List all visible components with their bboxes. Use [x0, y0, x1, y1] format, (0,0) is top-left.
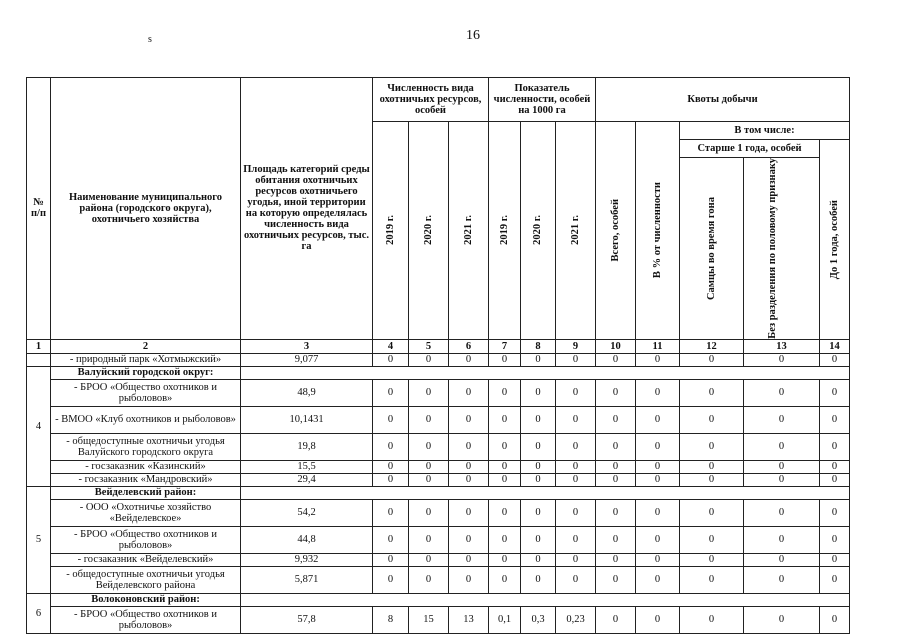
- value-cell: 0: [636, 499, 680, 526]
- value-cell: 0: [556, 473, 596, 486]
- value-cell: 0: [636, 566, 680, 593]
- area-cell: 15,5: [241, 460, 373, 473]
- value-cell: 0: [373, 566, 409, 593]
- value-cell: 8: [373, 606, 409, 633]
- row-name: - БРОО «Общество охотников и рыболовов»: [51, 526, 241, 553]
- district-row: [27, 593, 850, 606]
- value-cell: 0: [489, 473, 521, 486]
- column-number: 13: [744, 339, 820, 353]
- value-cell: 0: [409, 433, 449, 460]
- value-cell: 15: [409, 606, 449, 633]
- value-cell: 0: [409, 460, 449, 473]
- value-cell: 0: [373, 526, 409, 553]
- value-cell: 0: [820, 526, 850, 553]
- column-number: 4: [373, 339, 409, 353]
- column-number: 9: [556, 339, 596, 353]
- value-cell: 0: [449, 406, 489, 433]
- row-name: - госзаказник «Вейделевский»: [51, 553, 241, 566]
- value-cell: 0: [489, 406, 521, 433]
- header-area: Площадь категорий среды обитания охотничьих ресурсов охотничьего угодья, иной территории на которую определялась численность вида охотничьих ресурсов, тыс. га: [241, 78, 373, 340]
- value-cell: 0: [449, 433, 489, 460]
- value-cell: 0: [409, 379, 449, 406]
- column-number: 5: [409, 339, 449, 353]
- value-cell: 0: [680, 379, 744, 406]
- table-row: [27, 606, 850, 633]
- district-fill: [241, 593, 850, 606]
- year-density-2019: 2019 г.: [489, 122, 521, 340]
- value-cell: 0: [680, 460, 744, 473]
- table-row: [27, 460, 850, 473]
- header-count: Численность вида охотничьих ресурсов, особей: [373, 78, 489, 122]
- value-cell: 0: [680, 473, 744, 486]
- row-name: - ООО «Охотничье хозяйство «Вейделевское»: [51, 499, 241, 526]
- value-cell: 0: [744, 553, 820, 566]
- value-cell: 0: [373, 460, 409, 473]
- value-cell: 0: [409, 473, 449, 486]
- column-number: 2: [51, 339, 241, 353]
- row-name: - госзаказник «Казинский»: [51, 460, 241, 473]
- value-cell: 0: [636, 473, 680, 486]
- value-cell: 0: [521, 353, 556, 366]
- row-number: 4: [27, 366, 51, 486]
- value-cell: 0,3: [521, 606, 556, 633]
- value-cell: 0: [449, 473, 489, 486]
- value-cell: 0: [820, 473, 850, 486]
- district-name: Вейделевский район:: [51, 486, 241, 499]
- older-header: Старше 1 года, особей: [680, 140, 820, 158]
- table-row: [27, 433, 850, 460]
- area-cell: 10,1431: [241, 406, 373, 433]
- value-cell: 0: [680, 606, 744, 633]
- value-cell: 0: [820, 379, 850, 406]
- table-row: [27, 406, 850, 433]
- column-number: 6: [449, 339, 489, 353]
- value-cell: 0: [556, 499, 596, 526]
- value-cell: 0: [373, 406, 409, 433]
- district-name: Валуйский городской округ:: [51, 366, 241, 379]
- column-number: 1: [27, 339, 51, 353]
- value-cell: 0: [596, 606, 636, 633]
- value-cell: 0: [680, 353, 744, 366]
- value-cell: 0: [636, 379, 680, 406]
- row-name: - БРОО «Общество охотников и рыболовов»: [51, 379, 241, 406]
- table-row: [27, 379, 850, 406]
- value-cell: 0: [449, 379, 489, 406]
- value-cell: 0: [596, 353, 636, 366]
- value-cell: 0: [744, 460, 820, 473]
- value-cell: 0: [489, 379, 521, 406]
- value-cell: 0: [521, 473, 556, 486]
- value-cell: 0: [636, 460, 680, 473]
- header-name: Наименование муниципального района (городского округа), охотничьего хозяйства: [51, 78, 241, 340]
- value-cell: 0: [820, 406, 850, 433]
- value-cell: 0: [744, 499, 820, 526]
- year-density-2020: 2020 г.: [521, 122, 556, 340]
- value-cell: 0: [556, 460, 596, 473]
- value-cell: 0: [521, 553, 556, 566]
- value-cell: 0: [489, 526, 521, 553]
- area-cell: 19,8: [241, 433, 373, 460]
- value-cell: 0: [489, 566, 521, 593]
- row-number: 6: [27, 593, 51, 633]
- value-cell: 0: [820, 606, 850, 633]
- column-number: 12: [680, 339, 744, 353]
- value-cell: 0: [409, 566, 449, 593]
- value-cell: 0: [636, 433, 680, 460]
- area-cell: 29,4: [241, 473, 373, 486]
- area-cell: 9,077: [241, 353, 373, 366]
- value-cell: 0: [556, 526, 596, 553]
- district-row: [27, 366, 850, 379]
- area-cell: 5,871: [241, 566, 373, 593]
- table-row: [27, 353, 850, 366]
- row-name: - общедоступные охотничьи угодья Валуйского городского округа: [51, 433, 241, 460]
- value-cell: 0: [521, 499, 556, 526]
- column-number: 11: [636, 339, 680, 353]
- row-name: - БРОО «Общество охотников и рыболовов»: [51, 606, 241, 633]
- value-cell: 0: [744, 526, 820, 553]
- value-cell: 0: [489, 433, 521, 460]
- value-cell: 0: [409, 406, 449, 433]
- row-name: - ВМОО «Клуб охотников и рыболовов»: [51, 406, 241, 433]
- table-row: [27, 473, 850, 486]
- year-density-2021: 2021 г.: [556, 122, 596, 340]
- value-cell: 0: [636, 526, 680, 553]
- quota-total: Всего, особей: [596, 122, 636, 340]
- value-cell: 0: [596, 433, 636, 460]
- value-cell: 0: [373, 553, 409, 566]
- value-cell: 0: [373, 499, 409, 526]
- value-cell: 0: [636, 406, 680, 433]
- value-cell: 0: [596, 566, 636, 593]
- value-cell: 0: [556, 553, 596, 566]
- value-cell: 0: [521, 526, 556, 553]
- value-cell: 0: [373, 379, 409, 406]
- value-cell: 0: [680, 526, 744, 553]
- area-cell: 44,8: [241, 526, 373, 553]
- table-row: [27, 553, 850, 566]
- district-fill: [241, 486, 850, 499]
- value-cell: 0: [489, 553, 521, 566]
- value-cell: 0: [449, 499, 489, 526]
- value-cell: 0: [596, 460, 636, 473]
- value-cell: 0: [449, 353, 489, 366]
- column-number: 8: [521, 339, 556, 353]
- column-number-row: [27, 339, 850, 353]
- value-cell: 0: [636, 606, 680, 633]
- value-cell: 0: [521, 566, 556, 593]
- value-cell: 0: [449, 526, 489, 553]
- young-header: До 1 года, особей: [820, 140, 850, 340]
- value-cell: 0: [521, 433, 556, 460]
- year-count-2019: 2019 г.: [373, 122, 409, 340]
- value-cell: 0: [596, 553, 636, 566]
- area-cell: 57,8: [241, 606, 373, 633]
- value-cell: 0: [820, 460, 850, 473]
- value-cell: 0: [680, 433, 744, 460]
- value-cell: 0: [820, 566, 850, 593]
- value-cell: 0: [596, 406, 636, 433]
- value-cell: 0: [556, 353, 596, 366]
- district-fill: [241, 366, 850, 379]
- value-cell: 0: [680, 499, 744, 526]
- district-name: Волоконовский район:: [51, 593, 241, 606]
- stray-mark: s: [148, 34, 152, 45]
- column-number: 14: [820, 339, 850, 353]
- value-cell: 0: [449, 553, 489, 566]
- value-cell: 0: [596, 379, 636, 406]
- value-cell: 0: [521, 406, 556, 433]
- value-cell: 0: [409, 353, 449, 366]
- value-cell: 0: [596, 499, 636, 526]
- row-number: 5: [27, 486, 51, 593]
- value-cell: 0: [820, 353, 850, 366]
- nosex-header: Без разделения по половому признаку: [744, 158, 820, 340]
- value-cell: 0: [556, 406, 596, 433]
- header-quota: Квоты добычи: [596, 78, 850, 122]
- value-cell: 0: [744, 406, 820, 433]
- value-cell: 0: [744, 353, 820, 366]
- value-cell: 0: [744, 606, 820, 633]
- value-cell: 0: [636, 553, 680, 566]
- value-cell: 13: [449, 606, 489, 633]
- value-cell: 0: [744, 379, 820, 406]
- value-cell: 0: [596, 526, 636, 553]
- value-cell: 0,23: [556, 606, 596, 633]
- males-header: Самцы во время гона: [680, 158, 744, 340]
- value-cell: 0: [489, 499, 521, 526]
- column-number: 7: [489, 339, 521, 353]
- value-cell: 0: [680, 406, 744, 433]
- year-count-2020: 2020 г.: [409, 122, 449, 340]
- value-cell: 0: [409, 526, 449, 553]
- value-cell: 0: [489, 460, 521, 473]
- value-cell: 0: [556, 379, 596, 406]
- value-cell: 0: [820, 553, 850, 566]
- column-number: 3: [241, 339, 373, 353]
- value-cell: 0: [409, 553, 449, 566]
- value-cell: 0: [744, 566, 820, 593]
- value-cell: 0: [373, 353, 409, 366]
- value-cell: 0: [744, 433, 820, 460]
- area-cell: 54,2: [241, 499, 373, 526]
- value-cell: 0: [521, 379, 556, 406]
- value-cell: 0: [373, 473, 409, 486]
- row-name: - госзаказник «Мандровский»: [51, 473, 241, 486]
- value-cell: 0: [521, 460, 556, 473]
- header-density: Показатель численности, особей на 1000 га: [489, 78, 596, 122]
- value-cell: 0: [636, 353, 680, 366]
- header-no: № п/п: [27, 78, 51, 340]
- district-row: [27, 486, 850, 499]
- value-cell: 0: [680, 553, 744, 566]
- value-cell: 0: [820, 499, 850, 526]
- value-cell: 0: [556, 566, 596, 593]
- value-cell: 0: [596, 473, 636, 486]
- row-name: - природный парк «Хотмыжский»: [51, 353, 241, 366]
- area-cell: 9,932: [241, 553, 373, 566]
- value-cell: 0: [556, 433, 596, 460]
- table-row: [27, 566, 850, 593]
- table-row: [27, 499, 850, 526]
- row-number: [27, 353, 51, 366]
- area-cell: 48,9: [241, 379, 373, 406]
- page-number: 16: [466, 28, 480, 43]
- value-cell: 0: [449, 566, 489, 593]
- value-cell: 0: [449, 460, 489, 473]
- column-number: 10: [596, 339, 636, 353]
- value-cell: 0: [680, 566, 744, 593]
- table-row: [27, 526, 850, 553]
- row-name: - общедоступные охотничьи угодья Вейделевского района: [51, 566, 241, 593]
- value-cell: 0: [373, 433, 409, 460]
- value-cell: 0: [489, 353, 521, 366]
- year-count-2021: 2021 г.: [449, 122, 489, 340]
- quota-table: [26, 77, 850, 634]
- including-header: В том числе:: [680, 122, 850, 140]
- quota-percent: В % от численности: [636, 122, 680, 340]
- value-cell: 0: [820, 433, 850, 460]
- value-cell: 0: [744, 473, 820, 486]
- value-cell: 0: [409, 499, 449, 526]
- value-cell: 0,1: [489, 606, 521, 633]
